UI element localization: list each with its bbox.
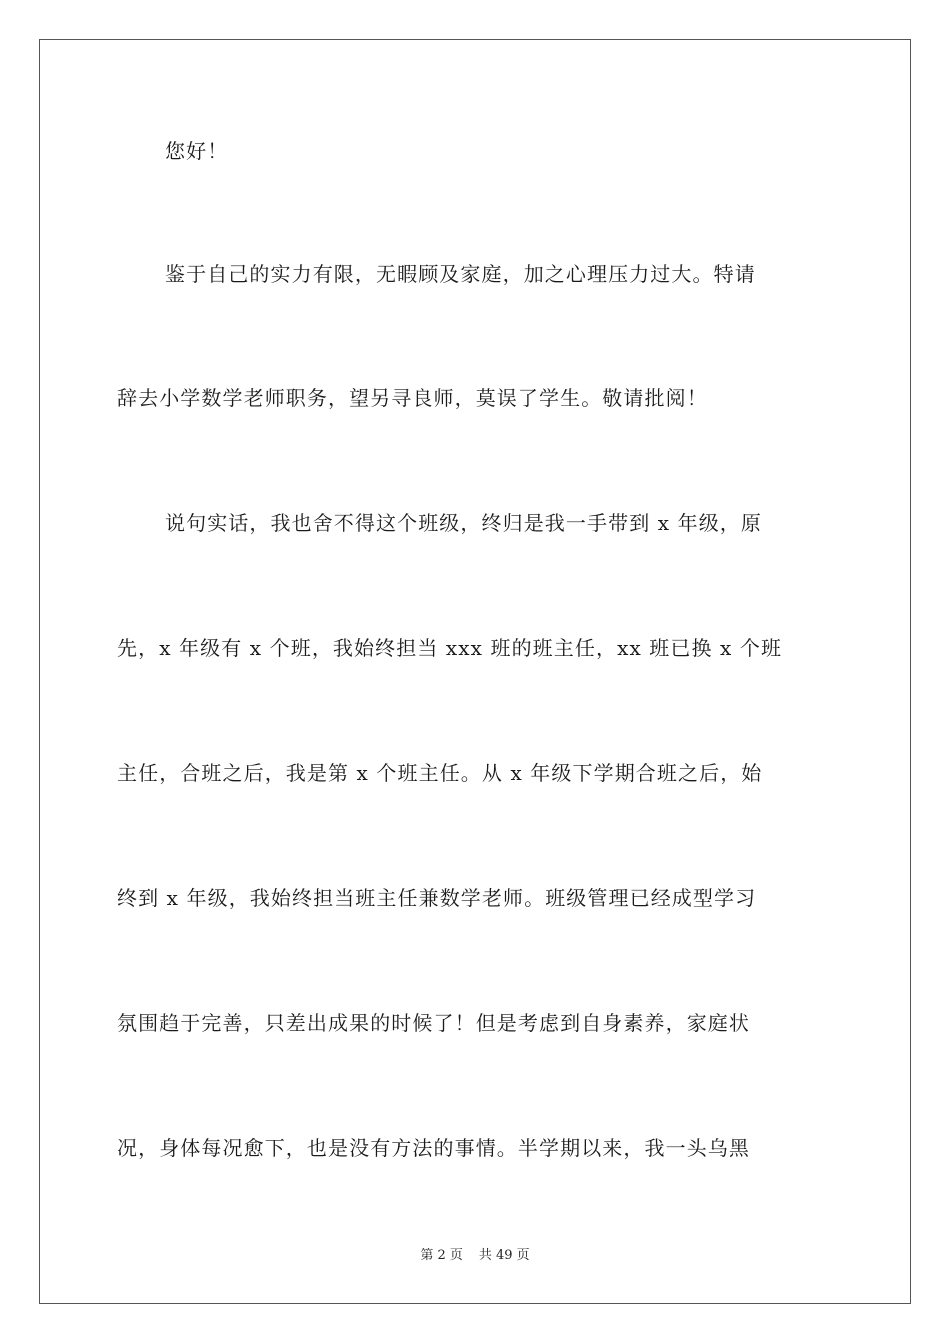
paragraph-line: 鉴于自己的实力有限，无暇顾及家庭，加之心理压力过大。特请 <box>165 262 756 286</box>
paragraph-line: 终到 x 年级，我始终担当班主任兼数学老师。班级管理已经成型学习 <box>117 886 757 910</box>
paragraph-line: 说句实话，我也舍不得这个班级，终归是我一手带到 x 年级，原 <box>165 511 762 535</box>
paragraph-line: 氛围趋于完善，只差出成果的时候了！但是考虑到自身素养，家庭状 <box>117 1011 750 1035</box>
paragraph-line: 况，身体每况愈下，也是没有方法的事情。半学期以来，我一头乌黑 <box>117 1136 750 1160</box>
paragraph-line: 先，x 年级有 x 个班，我始终担当 xxx 班的班主任，xx 班已换 x 个班 <box>117 636 783 660</box>
page-total: 共 49 页 <box>478 1248 530 1263</box>
paragraph-line: 主任，合班之后，我是第 x 个班主任。从 x 年级下学期合班之后，始 <box>117 761 763 785</box>
page-border <box>39 39 911 1304</box>
page-number: 第 2 页 <box>420 1248 463 1263</box>
paragraph-line: 辞去小学数学老师职务，望另寻良师，莫误了学生。敬请批阅！ <box>117 386 708 410</box>
greeting-line: 您好！ <box>165 139 229 163</box>
page-footer <box>0 1247 950 1265</box>
